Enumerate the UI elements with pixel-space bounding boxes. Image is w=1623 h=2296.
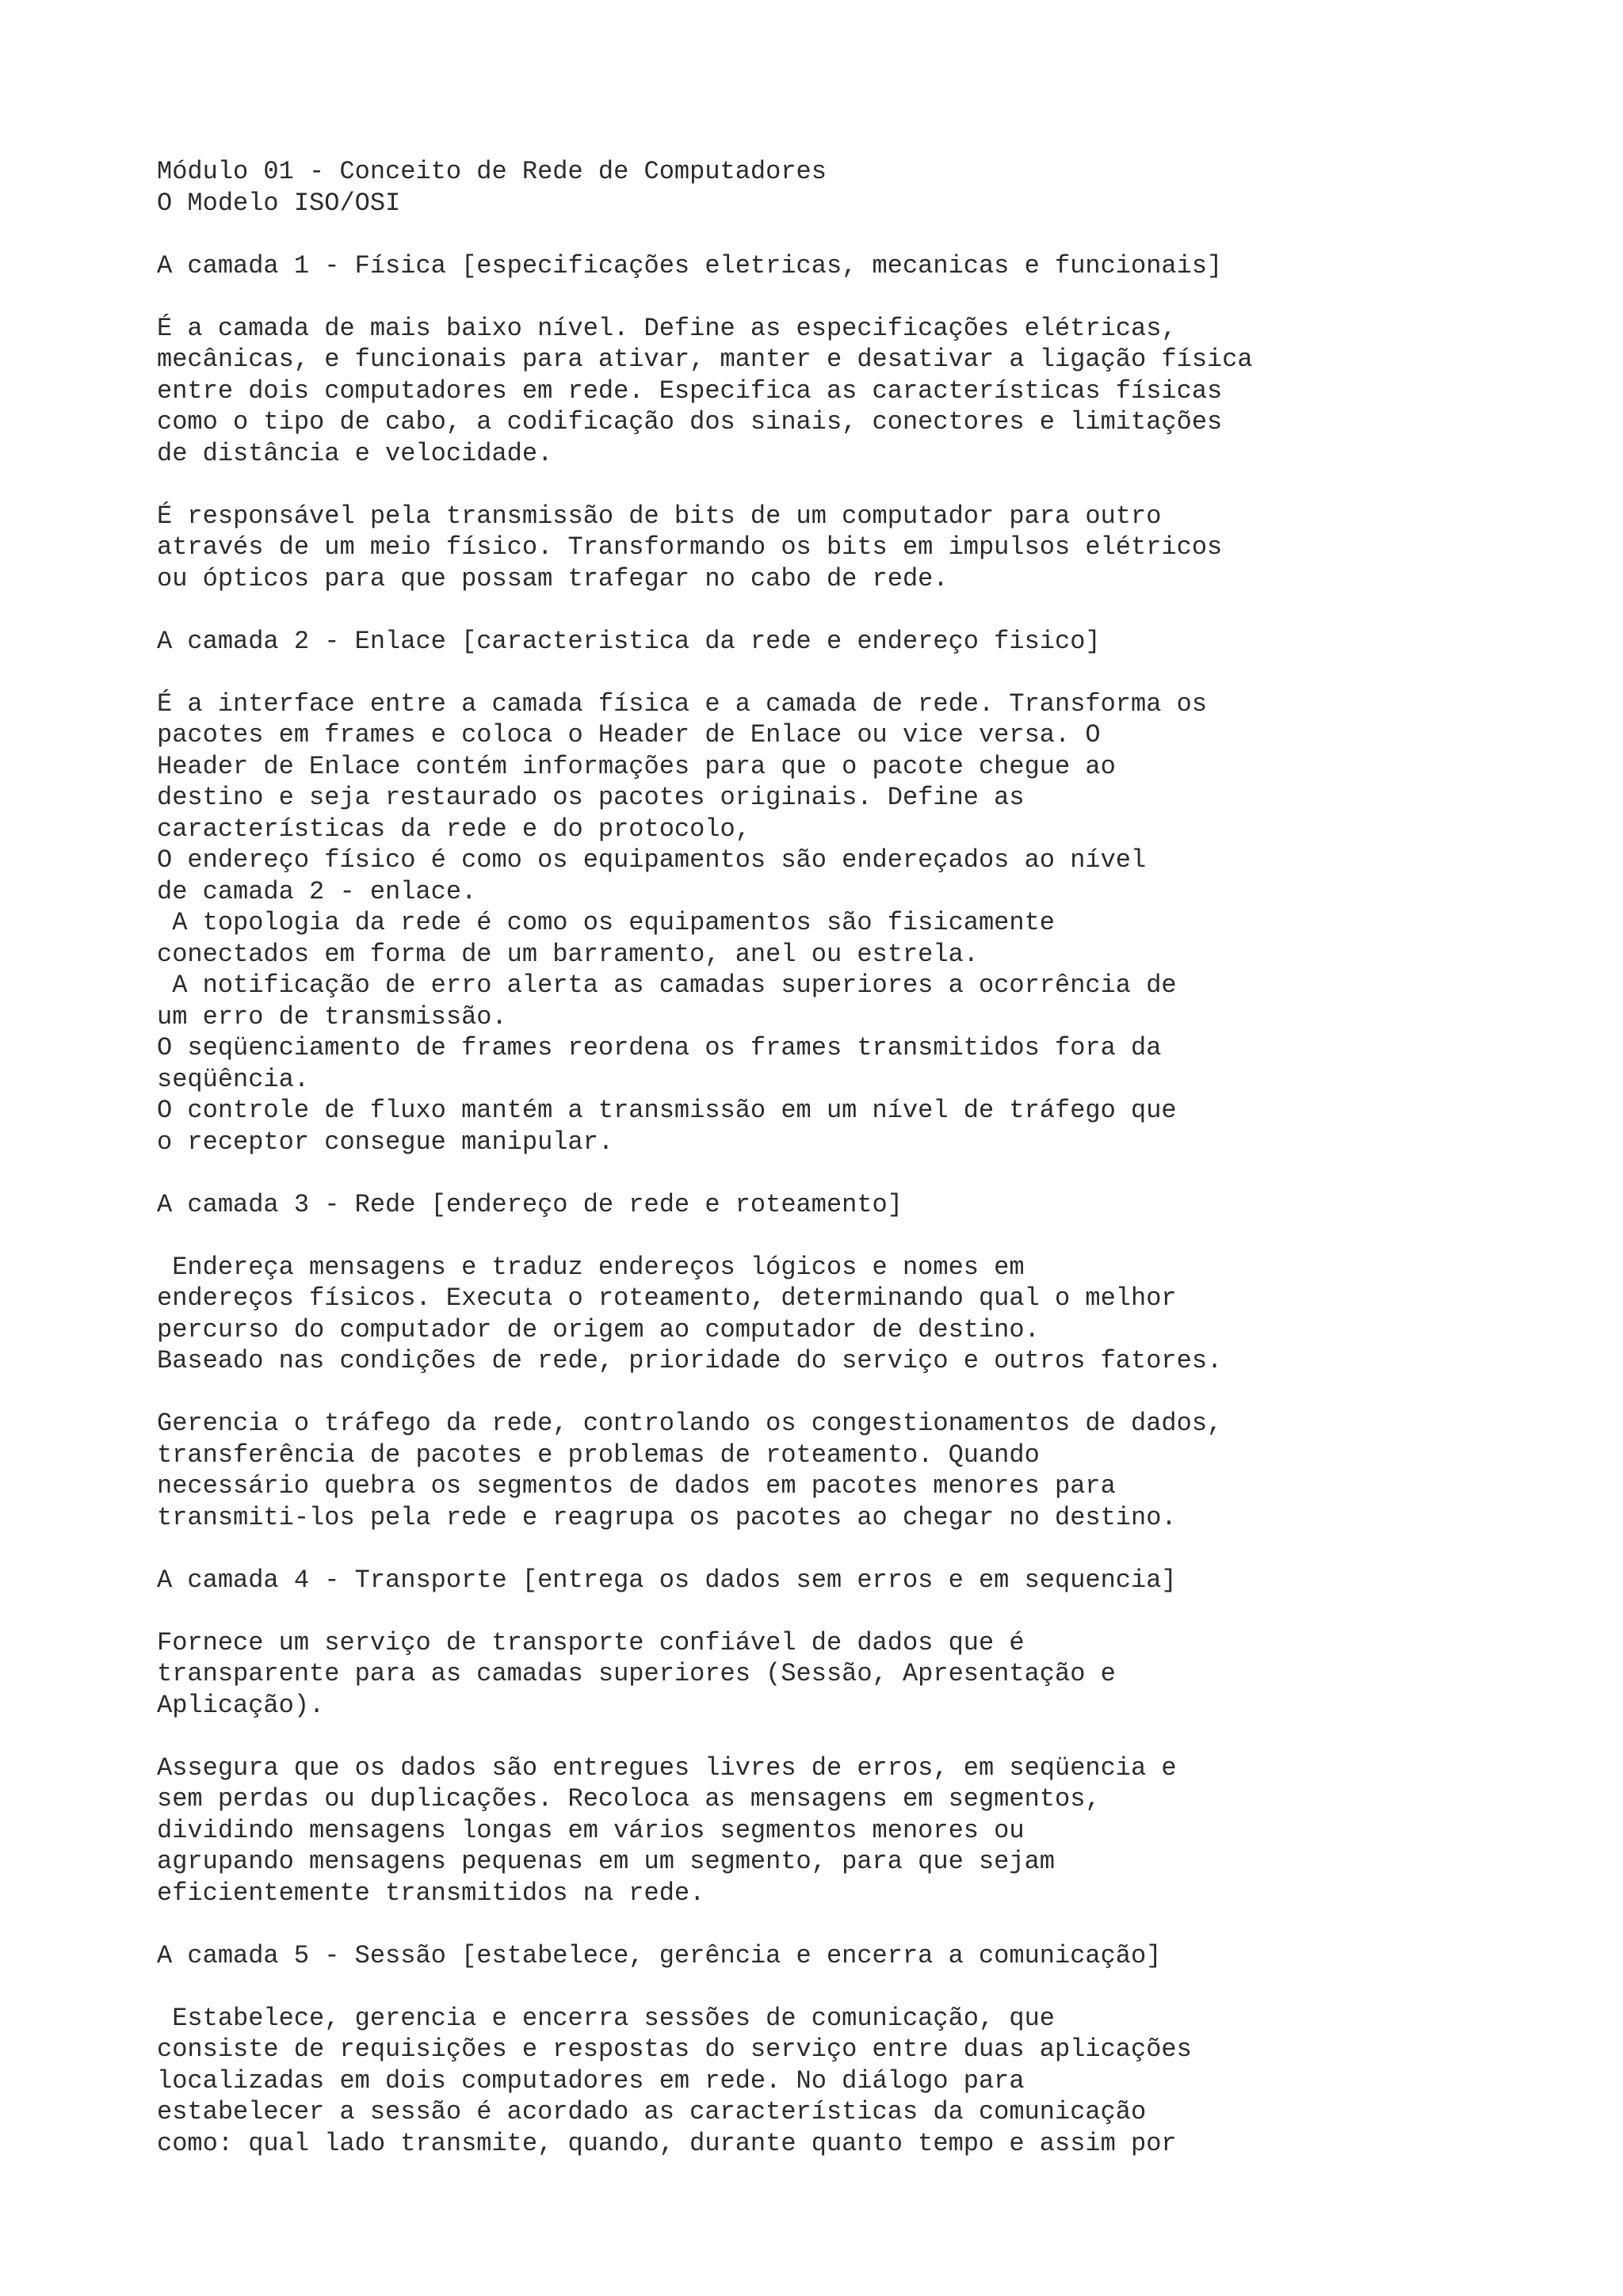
text-line: A topologia da rede é como os equipamentos são fisicamente [157, 908, 1055, 937]
text-line: Gerencia o tráfego da rede, controlando os congestionamentos de dados, [157, 1409, 1223, 1438]
section-heading: A camada 3 - Rede [endereço de rede e roteamento] [157, 1189, 903, 1219]
text-line: como: qual lado transmite, quando, durante quanto tempo e assim por [157, 2128, 1177, 2158]
section-heading: A camada 5 - Sessão [estabelece, gerência e encerra a comunicação] [157, 1940, 1162, 1970]
text-line: Estabelece, gerencia e encerra sessões de comunicação, que [157, 2003, 1055, 2033]
text-line: Assegura que os dados são entregues livres de erros, em seqüencia e [157, 1753, 1177, 1783]
spacer [157, 219, 1552, 250]
paragraph [157, 313, 1552, 470]
section-heading: A camada 1 - Física [especificações eletricas, mecanicas e funcionais] [157, 250, 1223, 280]
spacer [157, 657, 1552, 688]
spacer [157, 1377, 1552, 1409]
text-line: como o tipo de cabo, a codificação dos sinais, conectores e limitações [157, 407, 1223, 437]
text-line: É responsável pela transmissão de bits de um computador para outro [157, 501, 1162, 531]
paragraph [157, 1627, 1552, 1722]
section-layer-3-network [157, 1189, 1552, 1534]
text-line: o receptor consegue manipular. [157, 1127, 614, 1157]
text-line: percurso do computador de origem ao computador de destino. [157, 1314, 1040, 1344]
text-line: pacotes em frames e coloca o Header de Enlace ou vice versa. O [157, 720, 1101, 749]
section-heading: A camada 4 - Transporte [entrega os dados sem erros e em sequencia] [157, 1565, 1177, 1595]
text-line: características da rede e do protocolo, [157, 814, 750, 844]
paragraph [157, 1753, 1552, 1909]
paragraph [157, 501, 1552, 595]
text-line: É a interface entre a camada física e a camada de rede. Transforma os [157, 688, 1208, 719]
spacer [157, 1158, 1552, 1189]
spacer [157, 469, 1552, 501]
spacer [157, 1971, 1552, 2003]
text-line: Fornece um serviço de transporte confiável de dados que é [157, 1627, 1025, 1657]
text-line: através de um meio físico. Transformando os bits em impulsos elétricos [157, 532, 1223, 562]
text-line: A notificação de erro alerta as camadas superiores a ocorrência de [157, 971, 1177, 1000]
text-line: agrupando mensagens pequenas em um segmento, para que sejam [157, 1847, 1055, 1876]
text-line: transparente para as camadas superiores (Sessão, Apresentação e [157, 1659, 1116, 1688]
text-line: entre dois computadores em rede. Especifica as características físicas [157, 376, 1223, 406]
spacer [157, 594, 1552, 626]
text-line: O seqüenciamento de frames reordena os frames transmitidos fora da [157, 1033, 1162, 1062]
text-line: É a camada de mais baixo nível. Define as especificações elétricas, [157, 313, 1177, 343]
text-line: seqüência. [157, 1064, 310, 1094]
spacer [157, 1533, 1552, 1565]
text-line: estabelecer a sessão é acordado as características da comunicação [157, 2097, 1147, 2126]
text-line: Aplicação). [157, 1690, 325, 1720]
text-line: dividindo mensagens longas em vários segmentos menores ou [157, 1815, 1025, 1845]
paragraph [157, 688, 1552, 1158]
section-layer-5-session [157, 1940, 1552, 2160]
text-line: O controle de fluxo mantém a transmissão em um nível de tráfego que [157, 1096, 1177, 1125]
spacer [157, 281, 1552, 313]
spacer [157, 1909, 1552, 1940]
paragraph [157, 2003, 1552, 2160]
text-line: O endereço físico é como os equipamentos são endereçados ao nível [157, 845, 1147, 875]
text-line: conectados em forma de um barramento, anel ou estrela. [157, 939, 979, 969]
text-line: consiste de requisições e respostas do serviço entre duas aplicações [157, 2035, 1192, 2064]
spacer [157, 1721, 1552, 1753]
text-line: Baseado nas condições de rede, prioridade do serviço e outros fatores. [157, 1346, 1223, 1375]
text-line: localizadas em dois computadores em rede. No diálogo para [157, 2065, 1025, 2096]
text-line: eficientemente transmitidos na rede. [157, 1878, 705, 1908]
document-page [157, 156, 1552, 2159]
text-line: endereços físicos. Executa o roteamento, determinando qual o melhor [157, 1283, 1177, 1313]
section-heading: A camada 2 - Enlace [caracteristica da rede e endereço fisico] [157, 626, 1101, 656]
text-line: Header de Enlace contém informações para que o pacote chegue ao [157, 751, 1116, 781]
text-line: destino e seja restaurado os pacotes originais. Define as [157, 783, 1025, 812]
paragraph [157, 1408, 1552, 1533]
text-line: mecânicas, e funcionais para ativar, manter e desativar a ligação física [157, 345, 1253, 374]
text-line: necessário quebra os segmentos de dados em pacotes menores para [157, 1471, 1116, 1501]
text-line: um erro de transmissão. [157, 1001, 507, 1032]
model-subtitle: O Modelo ISO/OSI [157, 188, 401, 218]
text-line: de camada 2 - enlace. [157, 876, 477, 906]
spacer [157, 1596, 1552, 1627]
text-line: transmiti-los pela rede e reagrupa os pacotes ao chegar no destino. [157, 1502, 1177, 1532]
text-line: ou ópticos para que possam trafegar no cabo de rede. [157, 563, 949, 593]
text-line: de distância e velocidade. [157, 438, 553, 468]
paragraph [157, 1252, 1552, 1377]
text-line: Endereça mensagens e traduz endereços lógicos e nomes em [157, 1252, 1025, 1282]
section-layer-1-physical [157, 250, 1552, 595]
section-layer-4-transport [157, 1565, 1552, 1909]
module-title: Módulo 01 - Conceito de Rede de Computadores [157, 157, 827, 186]
document-title [157, 156, 1552, 219]
section-layer-2-data-link [157, 626, 1552, 1158]
text-line: sem perdas ou duplicações. Recoloca as mensagens em segmentos, [157, 1784, 1101, 1814]
text-line: transferência de pacotes e problemas de roteamento. Quando [157, 1440, 1040, 1470]
spacer [157, 1220, 1552, 1252]
